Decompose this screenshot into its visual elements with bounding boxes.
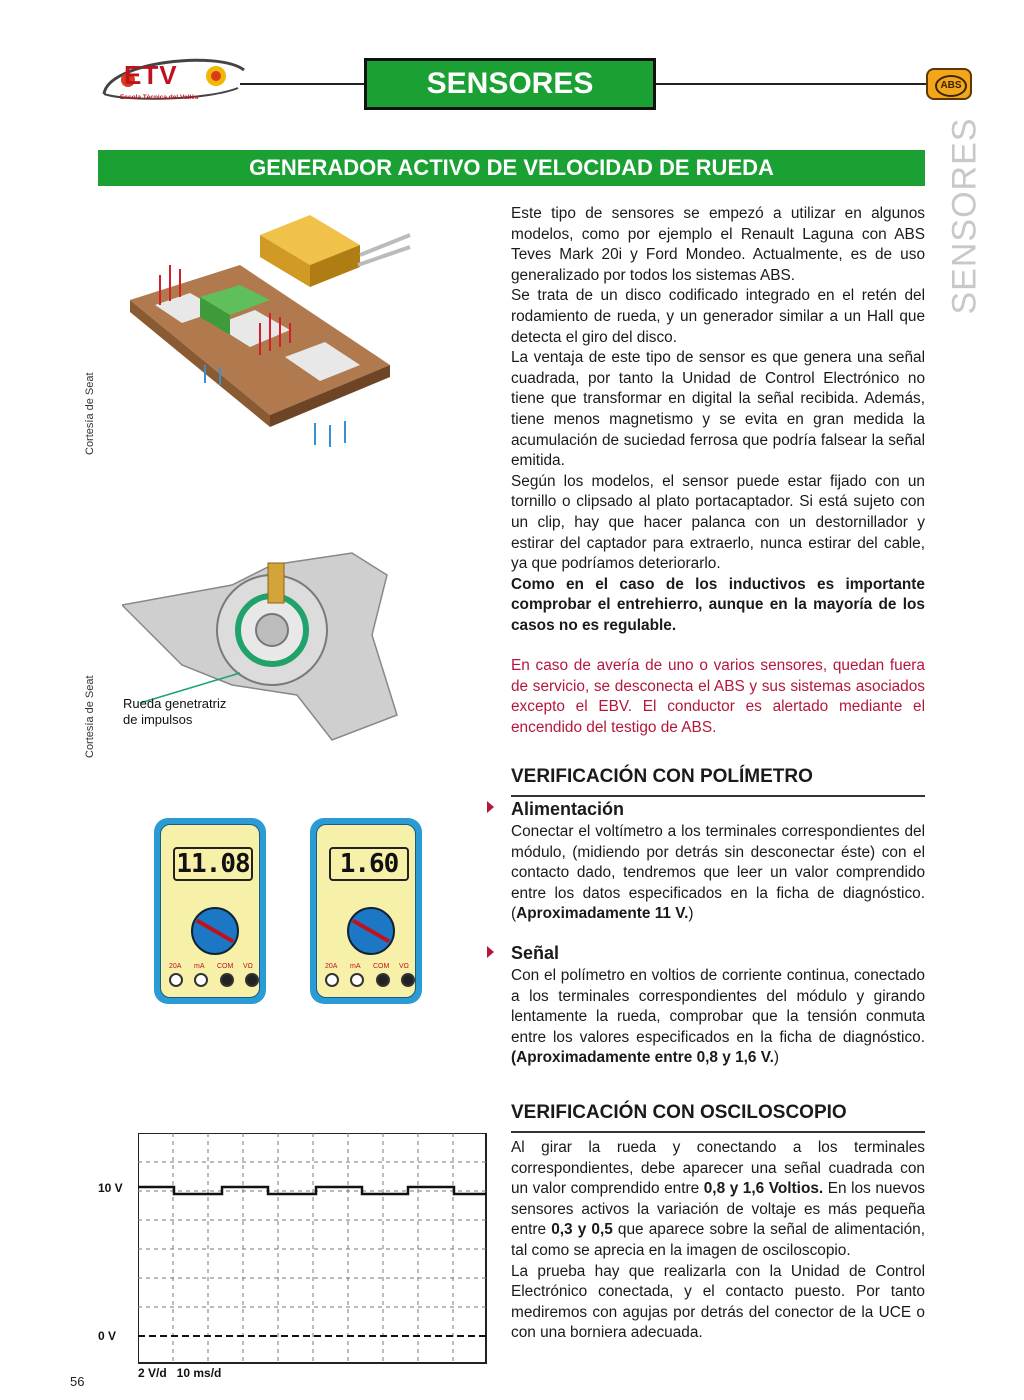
- osciloscopio-heading: VERIFICACIÓN CON OSCILOSCOPIO: [511, 1102, 847, 1123]
- logo-subtitle: Escola Tècnica del Vallès: [120, 94, 199, 101]
- side-tab-label: SENSORES: [945, 117, 984, 315]
- jack-icon: [194, 973, 208, 987]
- jack-icon: [350, 973, 364, 987]
- selector-dial-icon: [191, 907, 239, 955]
- page-number: 56: [70, 1374, 85, 1389]
- multimeter-1: [154, 818, 266, 1004]
- jack-icon: [401, 973, 415, 987]
- header-rule-left: [240, 83, 364, 85]
- bullet-arrow-icon: [487, 801, 494, 813]
- multimeter-2-display: 1.60: [329, 847, 409, 881]
- osciloscopio-text: [511, 1138, 925, 1344]
- figure-credit-2: Cortesía de Seat: [84, 675, 96, 758]
- polimetro-rule: [511, 795, 925, 797]
- osciloscopio-paragraph-1: Al girar la rueda y conectando a los terminales correspondientes, debe aparecer una señal cuadrada con un valor comprendido entre 0,8 y 1,6 Voltios. En los nuevos sensores activos la variación de voltaje es más pequeña entre 0,3 y 0,5 que aparece sobre la señal de alimentación, tal como se aprecia en la imagen de osciloscopio.: [511, 1139, 925, 1259]
- jack-icon: [245, 973, 259, 987]
- caption-line-2: de impulsos: [123, 712, 193, 727]
- abs-badge-icon: [926, 68, 972, 100]
- jack-label: COM: [217, 963, 234, 970]
- intro-paragraph-3: La ventaja de este tipo de sensor es que genera una señal cuadrada, por tanto la Unidad de Control Electrónico no tiene que transformar en digital la señal recibida. Además, tiene menos magnetismo y se evita en gran medida la acumulación de suciedad ferrosa que podría falsear la señal emitida.: [511, 349, 925, 470]
- caption-line-1: Rueda genetratriz: [123, 696, 227, 711]
- jack-label: 20A: [325, 963, 338, 970]
- senal-title: Señal: [511, 943, 560, 963]
- senal-text: Con el polímetro en voltios de corriente continua, conectado a los terminales correspondientes del módulo y girando lentamente la rueda, comprobar que la tensión conmuta entre los valores especificados en la ficha de diagnóstico. (Aproximadamente entre 0,8 y 1,6 V.): [511, 967, 925, 1067]
- scope-label-0v: 0 V: [98, 1329, 117, 1343]
- logo-text: ETV: [124, 60, 178, 90]
- warning-text: En caso de avería de uno o varios sensores, quedan fuera de servicio, se desconecta el ABS y sus sistemas asociados excepto el EBV. El conductor es alertado mediante el encendido del testigo de ABS.: [511, 657, 925, 736]
- osciloscopio-paragraph-2: La prueba hay que realizarla con la Unidad de Control Electrónico conectada, y el contacto puesto. Por tanto mediremos con agujas por detrás del conector de la UCE o con una borniera adecuada.: [511, 1262, 925, 1342]
- jack-label: COM: [373, 963, 390, 970]
- jack-label: VΩ: [399, 963, 409, 970]
- scope-label-10v: 10 V: [98, 1181, 123, 1195]
- bullet-arrow-icon: [487, 946, 494, 958]
- polimetro-heading: VERIFICACIÓN CON POLÍMETRO: [511, 766, 813, 787]
- sensor-illustration: [120, 205, 420, 460]
- osciloscopio-rule: [511, 1131, 925, 1133]
- jack-icon: [169, 973, 183, 987]
- jack-icon: [376, 973, 390, 987]
- jack-icon: [220, 973, 234, 987]
- intro-paragraph-1: Este tipo de sensores se empezó a utilizar en algunos modelos, como por ejemplo el Renault Laguna con ABS Teves Mark 20i y Ford Mondeo. Actualmente, es de uso generalizado por todos los sistemas ABS.: [511, 205, 925, 284]
- jack-label: mA: [350, 963, 361, 970]
- scope-scale: 2 V/d 10 ms/d: [138, 1366, 222, 1380]
- section-title: GENERADOR ACTIVO DE VELOCIDAD DE RUEDA: [98, 150, 925, 186]
- multimeter-2: [310, 818, 422, 1004]
- intro-paragraph-4: Según los modelos, el sensor puede estar fijado con un tornillo o clipsado al plato portacaptador. Si está sujeto con un clip, hay que hacer palanca con un destornillador y estirar del captador para extraerlo, nunca estirar del cable, ya que podríamos deteriorarlo.: [511, 472, 925, 573]
- oscilloscope-screen: [138, 1133, 488, 1365]
- intro-text: [511, 204, 925, 636]
- header-rule-right: [656, 83, 926, 85]
- figure-credit-1: Cortesía de Seat: [84, 372, 96, 455]
- side-tab: [940, 117, 990, 320]
- jack-label: 20A: [169, 963, 182, 970]
- figure-caption: [123, 696, 226, 728]
- multimeter-1-display: 11.08: [173, 847, 253, 881]
- jack-label: VΩ: [243, 963, 253, 970]
- jack-icon: [325, 973, 339, 987]
- abs-badge-label: ABS: [935, 75, 967, 97]
- alimentacion-title: Alimentación: [511, 799, 625, 819]
- selector-dial-icon: [347, 907, 395, 955]
- alimentacion-text: Conectar el voltímetro a los terminales correspondientes del módulo, (midiendo por detrás sin desconectar éste) con el contacto dado, tendremos que leer un valor comprendido entre los datos especificados en la ficha de diagnóstico. (Aproximadamente 11 V.): [511, 823, 925, 923]
- page-title: SENSORES: [364, 58, 656, 110]
- bold-note: Como en el caso de los inductivos es importante comprobar el entrehierro, aunque en la mayoría de los casos no es regulable.: [511, 575, 925, 634]
- intro-paragraph-2: Se trata de un disco codificado integrado en el retén del rodamiento de rueda, y un generador similar a un Hall que detecta el giro del disco.: [511, 287, 925, 346]
- jack-label: mA: [194, 963, 205, 970]
